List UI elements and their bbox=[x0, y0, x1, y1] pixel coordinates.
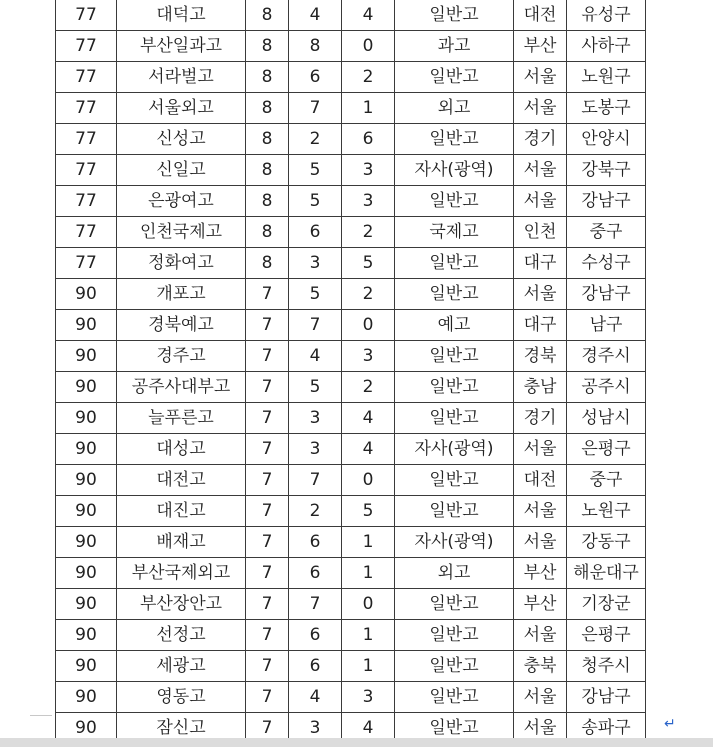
cell-region: 서울 bbox=[514, 682, 567, 713]
cell-region: 서울 bbox=[514, 155, 567, 186]
table-row bbox=[56, 465, 646, 496]
table-row bbox=[56, 31, 646, 62]
cell-rank: 90 bbox=[56, 713, 117, 744]
cell-total: 8 bbox=[246, 31, 289, 62]
table-row bbox=[56, 310, 646, 341]
cell-school-type: 일반고 bbox=[395, 341, 514, 372]
cell-total: 8 bbox=[246, 62, 289, 93]
cell-total: 7 bbox=[246, 527, 289, 558]
cell-school-name: 대전고 bbox=[117, 465, 246, 496]
table-row bbox=[56, 186, 646, 217]
cell-district: 중구 bbox=[567, 217, 646, 248]
cell-district: 수성구 bbox=[567, 248, 646, 279]
cell-school-name: 영동고 bbox=[117, 682, 246, 713]
cell-count-b: 4 bbox=[342, 434, 395, 465]
cell-total: 8 bbox=[246, 248, 289, 279]
cell-region: 충남 bbox=[514, 372, 567, 403]
table-row bbox=[56, 682, 646, 713]
cell-count-a: 6 bbox=[289, 620, 342, 651]
cell-school-name: 인천국제고 bbox=[117, 217, 246, 248]
cell-school-type: 외고 bbox=[395, 93, 514, 124]
cell-count-b: 3 bbox=[342, 155, 395, 186]
cell-count-a: 7 bbox=[289, 310, 342, 341]
cell-total: 7 bbox=[246, 558, 289, 589]
cell-count-b: 1 bbox=[342, 620, 395, 651]
cell-total: 7 bbox=[246, 682, 289, 713]
cell-district: 은평구 bbox=[567, 620, 646, 651]
cell-count-a: 3 bbox=[289, 403, 342, 434]
cell-total: 8 bbox=[246, 0, 289, 31]
cell-school-type: 일반고 bbox=[395, 589, 514, 620]
cell-rank: 90 bbox=[56, 620, 117, 651]
cell-rank: 90 bbox=[56, 589, 117, 620]
cell-school-type: 외고 bbox=[395, 558, 514, 589]
cell-total: 7 bbox=[246, 403, 289, 434]
cell-school-name: 공주사대부고 bbox=[117, 372, 246, 403]
cell-region: 부산 bbox=[514, 558, 567, 589]
table-row bbox=[56, 372, 646, 403]
table-row bbox=[56, 62, 646, 93]
table-row bbox=[56, 124, 646, 155]
cell-district: 노원구 bbox=[567, 496, 646, 527]
cell-school-name: 신일고 bbox=[117, 155, 246, 186]
cell-region: 서울 bbox=[514, 279, 567, 310]
cell-count-b: 2 bbox=[342, 62, 395, 93]
cell-rank: 90 bbox=[56, 682, 117, 713]
cell-school-name: 대성고 bbox=[117, 434, 246, 465]
cell-district: 중구 bbox=[567, 465, 646, 496]
cell-count-b: 0 bbox=[342, 310, 395, 341]
paragraph-mark-icon: ↵ bbox=[664, 716, 676, 732]
cell-rank: 90 bbox=[56, 651, 117, 682]
cell-region: 서울 bbox=[514, 527, 567, 558]
cell-total: 8 bbox=[246, 93, 289, 124]
cell-district: 공주시 bbox=[567, 372, 646, 403]
cell-school-type: 자사(광역) bbox=[395, 155, 514, 186]
cell-count-b: 1 bbox=[342, 558, 395, 589]
cell-count-a: 2 bbox=[289, 496, 342, 527]
cell-count-a: 3 bbox=[289, 713, 342, 744]
cell-count-a: 8 bbox=[289, 31, 342, 62]
table-row bbox=[56, 527, 646, 558]
cell-school-type: 자사(광역) bbox=[395, 434, 514, 465]
cell-rank: 90 bbox=[56, 403, 117, 434]
cell-count-b: 0 bbox=[342, 31, 395, 62]
table-row bbox=[56, 155, 646, 186]
cell-region: 서울 bbox=[514, 93, 567, 124]
table-row bbox=[56, 248, 646, 279]
cell-district: 송파구 bbox=[567, 713, 646, 744]
cell-school-type: 일반고 bbox=[395, 124, 514, 155]
table-row bbox=[56, 589, 646, 620]
cell-region: 대전 bbox=[514, 0, 567, 31]
cell-school-type: 일반고 bbox=[395, 0, 514, 31]
cell-school-name: 세광고 bbox=[117, 651, 246, 682]
cell-rank: 77 bbox=[56, 0, 117, 31]
cell-rank: 77 bbox=[56, 186, 117, 217]
cell-count-a: 6 bbox=[289, 217, 342, 248]
cell-region: 경북 bbox=[514, 341, 567, 372]
cell-count-a: 7 bbox=[289, 93, 342, 124]
cell-school-type: 자사(광역) bbox=[395, 527, 514, 558]
cell-count-a: 7 bbox=[289, 589, 342, 620]
cell-district: 강북구 bbox=[567, 155, 646, 186]
cell-rank: 77 bbox=[56, 217, 117, 248]
cell-region: 대구 bbox=[514, 248, 567, 279]
cell-region: 부산 bbox=[514, 31, 567, 62]
cell-region: 부산 bbox=[514, 589, 567, 620]
cell-count-b: 0 bbox=[342, 465, 395, 496]
cell-region: 서울 bbox=[514, 186, 567, 217]
table-row bbox=[56, 434, 646, 465]
cell-count-a: 3 bbox=[289, 248, 342, 279]
table-row bbox=[56, 496, 646, 527]
cell-district: 성남시 bbox=[567, 403, 646, 434]
table-row bbox=[56, 651, 646, 682]
cell-school-name: 늘푸른고 bbox=[117, 403, 246, 434]
cell-school-name: 부산일과고 bbox=[117, 31, 246, 62]
cell-school-name: 은광여고 bbox=[117, 186, 246, 217]
cell-count-b: 4 bbox=[342, 713, 395, 744]
cell-total: 7 bbox=[246, 310, 289, 341]
table-row bbox=[56, 620, 646, 651]
cell-district: 강남구 bbox=[567, 186, 646, 217]
cell-school-type: 일반고 bbox=[395, 279, 514, 310]
cell-total: 7 bbox=[246, 341, 289, 372]
cell-school-name: 경주고 bbox=[117, 341, 246, 372]
cell-count-b: 5 bbox=[342, 496, 395, 527]
cell-total: 8 bbox=[246, 217, 289, 248]
cell-total: 7 bbox=[246, 279, 289, 310]
cell-region: 서울 bbox=[514, 434, 567, 465]
cell-total: 7 bbox=[246, 372, 289, 403]
school-ranking-table bbox=[55, 0, 646, 744]
cell-total: 7 bbox=[246, 589, 289, 620]
cell-count-b: 3 bbox=[342, 682, 395, 713]
cell-total: 7 bbox=[246, 496, 289, 527]
cell-count-b: 4 bbox=[342, 403, 395, 434]
cell-district: 청주시 bbox=[567, 651, 646, 682]
cell-school-name: 경북예고 bbox=[117, 310, 246, 341]
cell-count-a: 6 bbox=[289, 527, 342, 558]
cell-school-name: 부산장안고 bbox=[117, 589, 246, 620]
cell-count-b: 1 bbox=[342, 93, 395, 124]
cell-region: 대구 bbox=[514, 310, 567, 341]
cell-school-type: 일반고 bbox=[395, 465, 514, 496]
cell-rank: 90 bbox=[56, 279, 117, 310]
cell-total: 8 bbox=[246, 155, 289, 186]
cell-district: 사하구 bbox=[567, 31, 646, 62]
cell-district: 유성구 bbox=[567, 0, 646, 31]
cell-district: 은평구 bbox=[567, 434, 646, 465]
cell-rank: 90 bbox=[56, 496, 117, 527]
cell-school-type: 일반고 bbox=[395, 372, 514, 403]
cell-district: 안양시 bbox=[567, 124, 646, 155]
cell-school-name: 정화여고 bbox=[117, 248, 246, 279]
cell-total: 7 bbox=[246, 434, 289, 465]
cell-rank: 90 bbox=[56, 310, 117, 341]
cell-rank: 90 bbox=[56, 558, 117, 589]
cell-school-name: 신성고 bbox=[117, 124, 246, 155]
cell-rank: 90 bbox=[56, 527, 117, 558]
cell-district: 기장군 bbox=[567, 589, 646, 620]
cell-school-type: 예고 bbox=[395, 310, 514, 341]
cell-rank: 77 bbox=[56, 248, 117, 279]
cell-rank: 90 bbox=[56, 465, 117, 496]
table-row bbox=[56, 341, 646, 372]
cell-total: 7 bbox=[246, 465, 289, 496]
cell-count-b: 6 bbox=[342, 124, 395, 155]
cell-count-a: 6 bbox=[289, 651, 342, 682]
cell-school-name: 개포고 bbox=[117, 279, 246, 310]
cell-district: 강동구 bbox=[567, 527, 646, 558]
cell-rank: 77 bbox=[56, 155, 117, 186]
cell-school-type: 일반고 bbox=[395, 403, 514, 434]
cell-count-a: 5 bbox=[289, 372, 342, 403]
cell-count-b: 3 bbox=[342, 341, 395, 372]
cell-region: 서울 bbox=[514, 496, 567, 527]
cell-region: 서울 bbox=[514, 713, 567, 744]
cell-count-b: 1 bbox=[342, 651, 395, 682]
cell-count-a: 6 bbox=[289, 62, 342, 93]
cell-region: 인천 bbox=[514, 217, 567, 248]
cell-count-a: 5 bbox=[289, 155, 342, 186]
cell-school-name: 서라벌고 bbox=[117, 62, 246, 93]
cell-count-a: 5 bbox=[289, 279, 342, 310]
table-row bbox=[56, 403, 646, 434]
left-divider bbox=[30, 715, 52, 716]
cell-region: 경기 bbox=[514, 403, 567, 434]
cell-rank: 90 bbox=[56, 372, 117, 403]
cell-count-b: 2 bbox=[342, 279, 395, 310]
cell-region: 서울 bbox=[514, 62, 567, 93]
cell-region: 경기 bbox=[514, 124, 567, 155]
cell-district: 도봉구 bbox=[567, 93, 646, 124]
cell-count-a: 5 bbox=[289, 186, 342, 217]
cell-total: 7 bbox=[246, 651, 289, 682]
cell-region: 충북 bbox=[514, 651, 567, 682]
cell-count-a: 4 bbox=[289, 0, 342, 31]
cell-district: 해운대구 bbox=[567, 558, 646, 589]
table-row bbox=[56, 0, 646, 31]
cell-count-a: 3 bbox=[289, 434, 342, 465]
cell-total: 7 bbox=[246, 713, 289, 744]
cell-count-b: 2 bbox=[342, 372, 395, 403]
cell-rank: 77 bbox=[56, 93, 117, 124]
cell-total: 8 bbox=[246, 186, 289, 217]
cell-rank: 90 bbox=[56, 434, 117, 465]
cell-count-b: 2 bbox=[342, 217, 395, 248]
cell-count-a: 4 bbox=[289, 341, 342, 372]
cell-rank: 77 bbox=[56, 31, 117, 62]
cell-count-b: 1 bbox=[342, 527, 395, 558]
cell-school-name: 대진고 bbox=[117, 496, 246, 527]
cell-school-name: 선정고 bbox=[117, 620, 246, 651]
cell-district: 강남구 bbox=[567, 279, 646, 310]
cell-district: 강남구 bbox=[567, 682, 646, 713]
cell-school-type: 일반고 bbox=[395, 682, 514, 713]
cell-total: 8 bbox=[246, 124, 289, 155]
table-row bbox=[56, 217, 646, 248]
cell-school-type: 일반고 bbox=[395, 186, 514, 217]
cell-school-type: 일반고 bbox=[395, 620, 514, 651]
cell-rank: 90 bbox=[56, 341, 117, 372]
cell-school-name: 서울외고 bbox=[117, 93, 246, 124]
cell-total: 7 bbox=[246, 620, 289, 651]
cell-count-b: 5 bbox=[342, 248, 395, 279]
cell-district: 남구 bbox=[567, 310, 646, 341]
table-row bbox=[56, 558, 646, 589]
cell-district: 노원구 bbox=[567, 62, 646, 93]
cell-rank: 77 bbox=[56, 124, 117, 155]
cell-region: 서울 bbox=[514, 620, 567, 651]
window-bottom-edge bbox=[0, 738, 713, 747]
cell-district: 경주시 bbox=[567, 341, 646, 372]
cell-count-a: 2 bbox=[289, 124, 342, 155]
cell-count-a: 6 bbox=[289, 558, 342, 589]
cell-school-type: 국제고 bbox=[395, 217, 514, 248]
table-body bbox=[56, 0, 646, 744]
table-row bbox=[56, 279, 646, 310]
cell-school-type: 일반고 bbox=[395, 651, 514, 682]
table-row bbox=[56, 93, 646, 124]
cell-count-b: 0 bbox=[342, 589, 395, 620]
cell-school-type: 일반고 bbox=[395, 713, 514, 744]
cell-school-type: 일반고 bbox=[395, 496, 514, 527]
cell-school-name: 배재고 bbox=[117, 527, 246, 558]
cell-count-a: 4 bbox=[289, 682, 342, 713]
cell-school-type: 일반고 bbox=[395, 248, 514, 279]
cell-rank: 77 bbox=[56, 62, 117, 93]
cell-school-name: 부산국제외고 bbox=[117, 558, 246, 589]
cell-count-b: 3 bbox=[342, 186, 395, 217]
cell-count-a: 7 bbox=[289, 465, 342, 496]
cell-school-type: 일반고 bbox=[395, 62, 514, 93]
cell-region: 대전 bbox=[514, 465, 567, 496]
cell-school-type: 과고 bbox=[395, 31, 514, 62]
cell-school-name: 잠신고 bbox=[117, 713, 246, 744]
cell-count-b: 4 bbox=[342, 0, 395, 31]
cell-school-name: 대덕고 bbox=[117, 0, 246, 31]
